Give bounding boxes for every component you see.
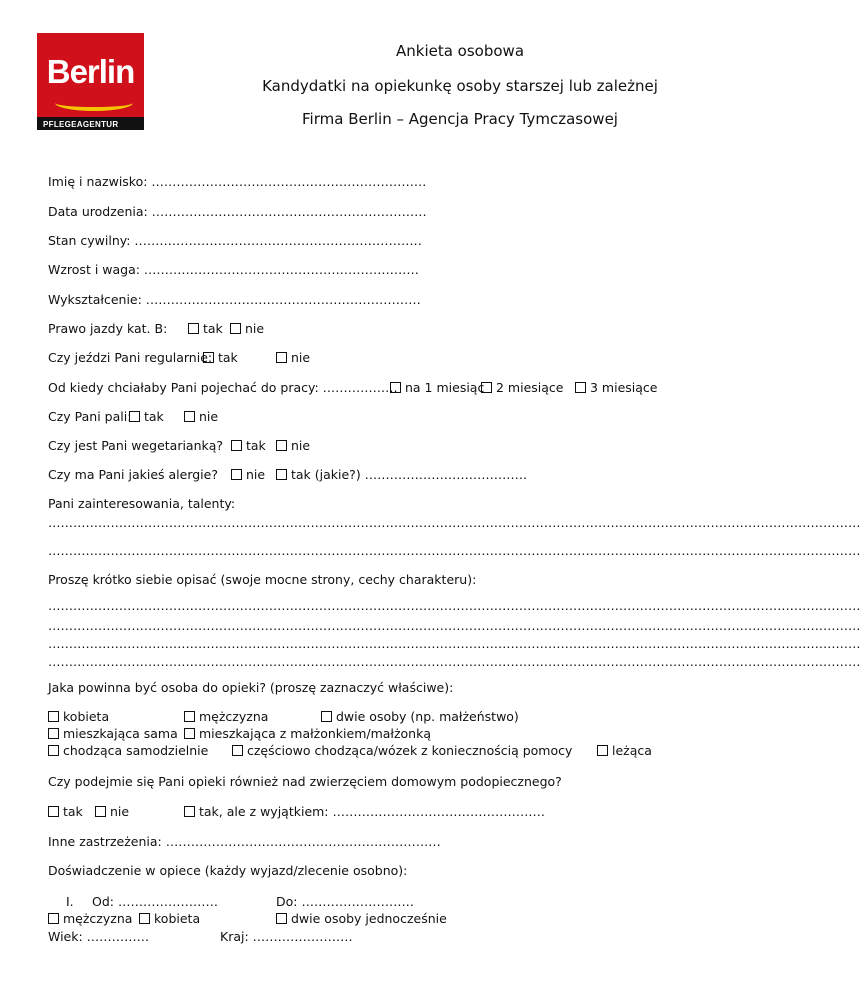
option-label: na 1 miesiąc <box>405 380 485 395</box>
smoke-label: Czy Pani pali: <box>48 409 132 424</box>
option-label: chodząca samodzielnie <box>63 743 209 758</box>
other-remarks-field[interactable]: Inne zastrzeżenia: ………………………………………………………… <box>48 834 441 849</box>
allergy-label: Czy ma Pani jakieś alergie? <box>48 467 218 482</box>
logo-swoosh <box>55 95 133 111</box>
option-label: 2 miesiące <box>496 380 564 395</box>
experience-age-field[interactable]: Wiek: …………… <box>48 929 150 944</box>
ward-lying-option[interactable] <box>597 743 652 758</box>
experience-to-field[interactable]: Do: ……………………… <box>276 894 414 909</box>
option-label: tak <box>144 409 164 424</box>
civil-status-field[interactable]: Stan cywilny: …………………………………………………………… <box>48 233 422 248</box>
option-label: częściowo chodząca/wózek z koniecznością pomocy <box>247 743 573 758</box>
document-title: Ankieta osobowa <box>395 42 525 60</box>
checkbox-icon[interactable] <box>95 806 106 817</box>
experience-from-field[interactable]: Od: …………………… <box>92 894 218 909</box>
option-label: tak (jakie?) ………………………………… <box>291 467 528 482</box>
checkbox-icon[interactable] <box>276 440 287 451</box>
option-label: nie <box>199 409 219 424</box>
experience-number: I. <box>66 894 74 909</box>
describe-label: Proszę krótko siebie opisać (swoje mocne strony, cechy charakteru): <box>48 572 477 587</box>
allergy-yes-option[interactable] <box>276 467 527 482</box>
option-label: leżąca <box>612 743 652 758</box>
experience-label: Doświadczenie w opiece (każdy wyjazd/zlecenie osobno): <box>48 863 408 878</box>
license-label: Prawo jazdy kat. B: <box>48 321 168 336</box>
height-weight-field[interactable]: Wzrost i waga: ………………………………………………………… <box>48 262 419 277</box>
checkbox-icon[interactable] <box>276 469 287 480</box>
checkbox-icon[interactable] <box>184 728 195 739</box>
checkbox-icon[interactable] <box>231 469 242 480</box>
option-label: nie <box>291 350 311 365</box>
describe-line-3[interactable]: …………………………………………………………………………………………………………………………………………………………………………… <box>48 636 861 651</box>
checkbox-icon[interactable] <box>48 806 59 817</box>
start-1-month-option[interactable] <box>390 380 484 395</box>
start-date-label[interactable]: Od kiedy chciałaby Pani pojechać do pracy: ……………… <box>48 380 398 395</box>
ward-woman-option[interactable] <box>48 709 109 724</box>
birth-date-field[interactable]: Data urodzenia: ………………………………………………………… <box>48 204 427 219</box>
checkbox-icon[interactable] <box>231 440 242 451</box>
checkbox-icon[interactable] <box>481 382 492 393</box>
drives-no-option[interactable] <box>276 350 310 365</box>
experience-man-option[interactable] <box>48 911 132 926</box>
allergy-no-option[interactable] <box>231 467 265 482</box>
ward-label: Jaka powinna być osoba do opieki? (proszę zaznaczyć właściwe): <box>48 680 454 695</box>
checkbox-icon[interactable] <box>184 711 195 722</box>
experience-two-option[interactable] <box>276 911 447 926</box>
smoke-no-option[interactable] <box>184 409 218 424</box>
checkbox-icon[interactable] <box>48 711 59 722</box>
document-subtitle: Kandydatki na opiekunkę osoby starszej lub zależnej <box>262 77 658 95</box>
option-label: kobieta <box>154 911 201 926</box>
license-yes-option[interactable] <box>188 321 223 336</box>
ward-man-option[interactable] <box>184 709 268 724</box>
pet-no-option[interactable] <box>95 804 129 819</box>
name-field[interactable]: Imię i nazwisko: ………………………………………………………… <box>48 174 427 189</box>
interests-line-1[interactable]: …………………………………………………………………………………………………………………………………………………………………………… <box>48 515 861 530</box>
option-label: dwie osoby (np. małżeństwo) <box>336 709 519 724</box>
checkbox-icon[interactable] <box>184 411 195 422</box>
checkbox-icon[interactable] <box>390 382 401 393</box>
interests-line-2[interactable]: …………………………………………………………………………………………………………………………………………………………………………… <box>48 543 861 558</box>
checkbox-icon[interactable] <box>48 913 59 924</box>
experience-country-field[interactable]: Kraj: …………………… <box>220 929 353 944</box>
option-label: kobieta <box>63 709 110 724</box>
option-label: tak <box>203 321 223 336</box>
vegetarian-no-option[interactable] <box>276 438 310 453</box>
smoke-yes-option[interactable] <box>129 409 164 424</box>
option-label: 3 miesiące <box>590 380 658 395</box>
experience-woman-option[interactable] <box>139 911 200 926</box>
ward-spouse-option[interactable] <box>184 726 431 741</box>
option-label: tak <box>63 804 83 819</box>
checkbox-icon[interactable] <box>276 913 287 924</box>
vegetarian-yes-option[interactable] <box>231 438 266 453</box>
pet-except-option[interactable] <box>184 804 545 819</box>
option-label: tak <box>246 438 266 453</box>
option-label: nie <box>291 438 311 453</box>
logo-word: Berlin <box>46 53 135 90</box>
pet-yes-option[interactable] <box>48 804 83 819</box>
option-label: nie <box>246 467 266 482</box>
checkbox-icon[interactable] <box>139 913 150 924</box>
checkbox-icon[interactable] <box>184 806 195 817</box>
company-name: Firma Berlin – Agencja Pracy Tymczasowej <box>302 110 618 128</box>
ward-alone-option[interactable] <box>48 726 178 741</box>
option-label: nie <box>245 321 265 336</box>
describe-line-2[interactable]: …………………………………………………………………………………………………………………………………………………………………………… <box>48 618 861 633</box>
option-label: tak, ale z wyjątkiem: …………………………………………… <box>199 804 545 819</box>
interests-label: Pani zainteresowania, talenty: <box>48 496 236 511</box>
checkbox-icon[interactable] <box>188 323 199 334</box>
vegetarian-label: Czy jest Pani wegetarianką? <box>48 438 224 453</box>
checkbox-icon[interactable] <box>48 728 59 739</box>
start-3-months-option[interactable] <box>575 380 657 395</box>
logo-subtitle: PFLEGEAGENTUR <box>43 120 119 129</box>
ward-walking-option[interactable] <box>48 743 208 758</box>
start-2-months-option[interactable] <box>481 380 563 395</box>
option-label: tak <box>218 350 238 365</box>
option-label: dwie osoby jednocześnie <box>291 911 447 926</box>
ward-partial-option[interactable] <box>232 743 572 758</box>
checkbox-icon[interactable] <box>597 745 608 756</box>
checkbox-icon[interactable] <box>230 323 241 334</box>
describe-line-4[interactable]: …………………………………………………………………………………………………………………………………………………………………………… <box>48 654 861 669</box>
drives-label: Czy jeździ Pani regularnie: <box>48 350 213 365</box>
option-label: mężczyzna <box>63 911 133 926</box>
education-field[interactable]: Wykształcenie: ………………………………………………………… <box>48 292 421 307</box>
describe-line-1[interactable]: …………………………………………………………………………………………………………………………………………………………………………… <box>48 598 861 613</box>
checkbox-icon[interactable] <box>48 745 59 756</box>
option-label: nie <box>110 804 130 819</box>
license-no-option[interactable] <box>230 321 264 336</box>
ward-couple-option[interactable] <box>321 709 519 724</box>
option-label: mieszkająca sama <box>63 726 178 741</box>
option-label: mieszkająca z małżonkiem/małżonką <box>199 726 431 741</box>
option-label: mężczyzna <box>199 709 269 724</box>
checkbox-icon[interactable] <box>203 352 214 363</box>
pet-label: Czy podejmie się Pani opieki również nad zwierzęciem domowym podopiecznego? <box>48 774 562 789</box>
checkbox-icon[interactable] <box>232 745 243 756</box>
checkbox-icon[interactable] <box>321 711 332 722</box>
checkbox-icon[interactable] <box>276 352 287 363</box>
drives-yes-option[interactable] <box>203 350 238 365</box>
checkbox-icon[interactable] <box>575 382 586 393</box>
checkbox-icon[interactable] <box>129 411 140 422</box>
berlin-logo <box>37 33 144 130</box>
